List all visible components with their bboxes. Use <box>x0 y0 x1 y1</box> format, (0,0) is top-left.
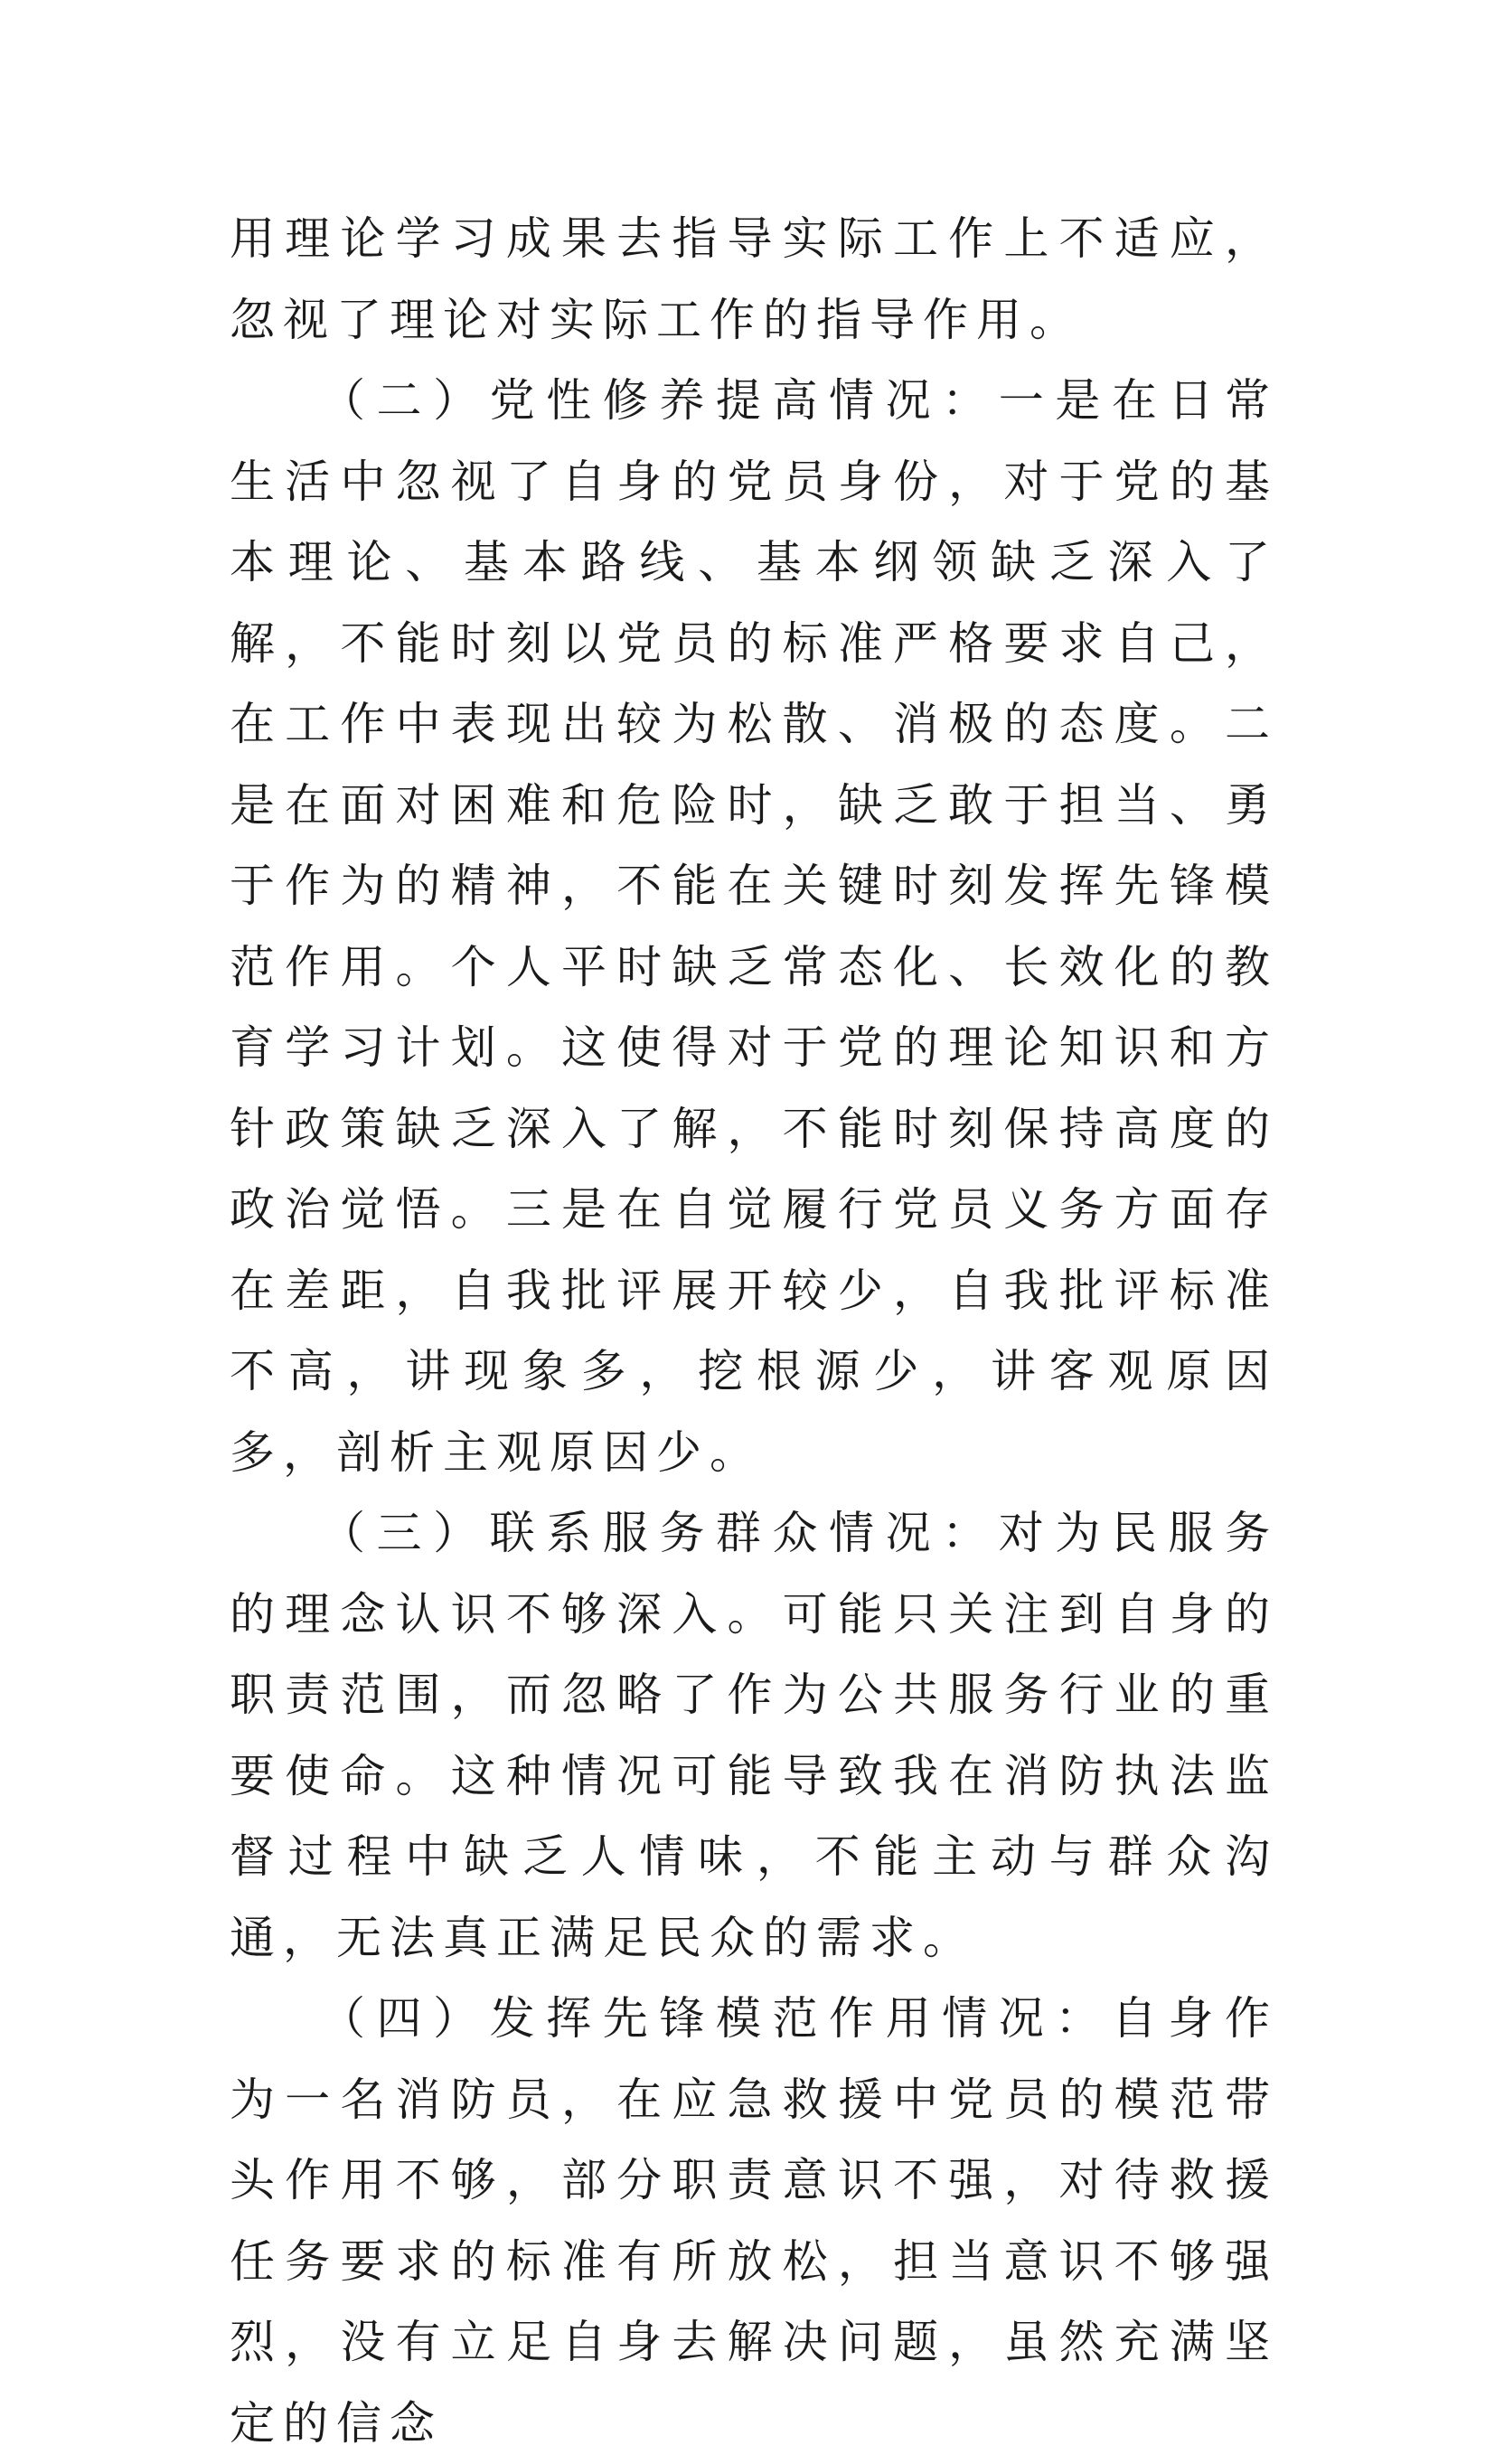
document-body <box>230 199 1278 2464</box>
paragraph-serving-masses: （三）联系服务群众情况：对为民服务的理念认识不够深入。可能只关注到自身的职责范围，而忽略了作为公共服务行业的重要使命。这种情况可能导致我在消防执法监督过程中缺乏人情味，不能主动与群众沟通，无法真正满足民众的需求。 <box>230 1507 1278 1964</box>
paragraph-vanguard-role: （四）发挥先锋模范作用情况：自身作为一名消防员，在应急救援中党员的模范带头作用不够，部分职责意识不强，对待救援任务要求的标准有所放松，担当意识不够强烈，没有立足自身去解决问题，虽然充满坚定的信念 <box>230 1992 1278 2450</box>
paragraph-continuation-theory: 用理论学习成果去指导实际工作上不适应，忽视了理论对实际工作的指导作用。 <box>230 212 1278 346</box>
paragraph-party-spirit: （二）党性修养提高情况：一是在日常生活中忽视了自身的党员身份，对于党的基本理论、基本路线、基本纲领缺乏深入了解，不能时刻以党员的标准严格要求自己，在工作中表现出较为松散、消极的态度。二是在面对困难和危险时，缺乏敢于担当、勇于作为的精神，不能在关键时刻发挥先锋模范作用。个人平时缺乏常态化、长效化的教育学习计划。这使得对于党的理论知识和方针政策缺乏深入了解，不能时刻保持高度的政治觉悟。三是在自觉履行党员义务方面存在差距，自我批评展开较少，自我批评标准不高，讲现象多，挖根源少，讲客观原因多，剖析主观原因少。 <box>230 374 1278 1479</box>
